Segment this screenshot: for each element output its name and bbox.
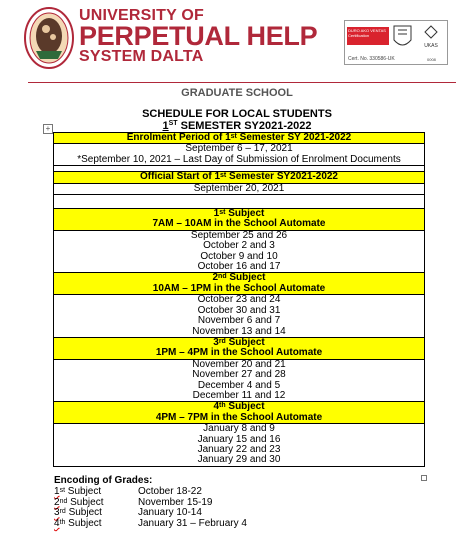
- schedule-date: November 6 and 7: [197, 315, 281, 327]
- schedule-date: January 29 and 30: [197, 454, 281, 466]
- bureau-veritas-icon: [393, 25, 412, 50]
- table-row: [54, 402, 425, 424]
- university-name-line1: UNIVERSITY OF: [79, 7, 204, 24]
- enrolment-period-heading: Enrolment Period of 1st Semester SY 2021-2022: [54, 133, 425, 144]
- university-name-line2: PERPETUAL HELP: [79, 21, 318, 51]
- subject-heading: 1st Subject 7AM – 10AM in the School Automate: [54, 209, 425, 231]
- table-row: [54, 273, 425, 295]
- official-start-heading: Official Start of 1st Semester SY2021-2022: [54, 172, 425, 183]
- subject-dates: [54, 359, 425, 402]
- encoding-row: 3rd Subject January 10-14: [54, 507, 202, 519]
- subject-dates: [54, 230, 425, 273]
- certification-badge: [344, 20, 448, 65]
- cert-org-label: DURO AKO VENTAS Certification: [347, 27, 389, 45]
- schedule-date: December 4 and 5: [197, 379, 281, 391]
- table-row: [54, 195, 425, 209]
- subject-heading: 4th Subject 4PM – 7PM in the School Automate: [54, 402, 425, 424]
- cert-number: Cert. No. 330586-UK: [348, 56, 395, 62]
- schedule-date: January 15 and 16: [197, 433, 281, 445]
- table-row: [54, 230, 425, 273]
- schedule-date: October 30 and 31: [197, 304, 281, 316]
- subject-heading: 3rd Subject 1PM – 4PM in the School Automate: [54, 337, 425, 359]
- table-row: [54, 424, 425, 467]
- schedule-title-line2: 1ST SEMESTER SY2021-2022: [162, 120, 312, 132]
- table-row: [54, 133, 425, 144]
- schedule-date: November 20 and 21: [192, 358, 286, 370]
- schedule-date: December 11 and 12: [192, 389, 286, 401]
- university-name: [79, 8, 317, 65]
- table-move-handle[interactable]: +: [43, 124, 53, 134]
- subject-dates: [54, 424, 425, 467]
- enrolment-info: September 6 – 17, 2021 *September 10, 2021 – Last Day of Submission of Enrolment Documents: [54, 144, 425, 166]
- schedule-date: October 2 and 3: [203, 240, 275, 252]
- table-row: [54, 359, 425, 402]
- school-name: GRADUATE SCHOOL: [181, 87, 293, 99]
- schedule-date: November 13 and 14: [192, 325, 286, 337]
- encoding-row: 2nd Subject November 15-19: [54, 496, 213, 508]
- schedule-title-line1: SCHEDULE FOR LOCAL STUDENTS: [142, 108, 332, 120]
- schedule-date: January 22 and 23: [197, 443, 281, 455]
- table-row: [54, 337, 425, 359]
- spacer-cell: [54, 195, 425, 209]
- encoding-row: 4th Subject January 31 – February 4: [54, 518, 247, 530]
- cert-code: 0008: [427, 57, 436, 62]
- schedule-table: [53, 132, 425, 467]
- table-resize-handle[interactable]: [421, 475, 427, 481]
- schedule-date: October 9 and 10: [200, 250, 278, 262]
- schedule-date: November 27 and 28: [192, 369, 286, 381]
- schedule-date: October 23 and 24: [197, 294, 281, 306]
- schedule-date: October 16 and 17: [197, 261, 281, 273]
- schedule-title: [0, 108, 474, 132]
- table-row: [54, 295, 425, 338]
- schedule-date: January 8 and 9: [203, 423, 275, 435]
- table-row: [54, 183, 425, 194]
- subject-heading: 2nd Subject 10AM – 1PM in the School Automate: [54, 273, 425, 295]
- university-seal-logo: [24, 7, 74, 70]
- table-row: [54, 172, 425, 183]
- university-name-line3: SYSTEM DALTA: [79, 48, 204, 65]
- header-divider: [28, 82, 456, 83]
- table-row: [54, 209, 425, 231]
- svg-text:UKAS: UKAS: [424, 43, 438, 49]
- schedule-date: September 25 and 26: [190, 229, 288, 241]
- encoding-title: Encoding of Grades:: [54, 475, 153, 486]
- official-start-date: September 20, 2021: [54, 183, 425, 194]
- table-row: [54, 144, 425, 166]
- encoding-of-grades: [54, 476, 247, 530]
- ukas-icon: [417, 25, 445, 52]
- encoding-row: 1st Subject October 18-22: [54, 485, 202, 497]
- subject-dates: [54, 295, 425, 338]
